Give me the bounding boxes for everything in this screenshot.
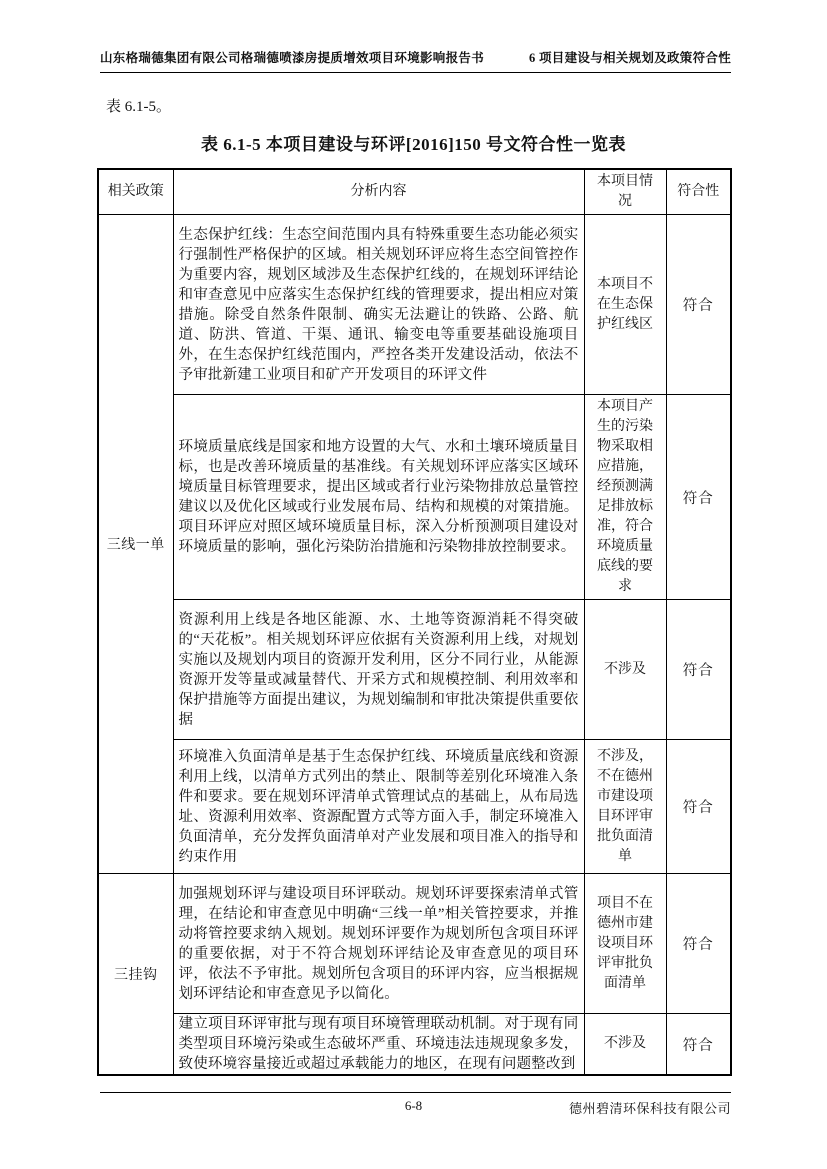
situation-cell: 项目不在德州市建设项目环评审批负面清单 (584, 874, 666, 1014)
situation-cell: 不涉及 (584, 600, 666, 740)
analysis-cell: 生态保护红线：生态空间范围内具有特殊重要生态功能必须实行强制性严格保护的区域。相关规划环评应将生态空间管控作为重要内容，规划区域涉及生态保护红线的，在规划环评结论和审查意见中应落实生态保护红线的管理要求，提出相应对策措施。除受自然条件限制、确实无法避让的铁路、公路、航道、防洪、管道、干渠、通讯、输变电等重要基础设施项目外，在生态保护红线范围内，严控各类开发建设活动，依法不予审批新建工业项目和矿产开发项目的环评文件 (173, 215, 584, 395)
running-header-left: 山东格瑞德集团有限公司格瑞德喷漆房提质增效项目环境影响报告书 (100, 51, 485, 65)
compliance-cell: 符合 (666, 215, 731, 395)
compliance-cell: 符合 (666, 395, 731, 600)
intro-text: 表 6.1-5。 (106, 99, 171, 115)
compliance-cell: 符合 (666, 600, 731, 740)
header-policy: 相关政策 (98, 169, 173, 215)
footer-divider (100, 1092, 731, 1093)
policy-group-cell: 三线一单 (98, 215, 173, 874)
header-compliance: 符合性 (666, 169, 731, 215)
compliance-cell: 符合 (666, 874, 731, 1014)
table-row (98, 740, 731, 874)
table-row (98, 874, 731, 1014)
footer-company: 德州碧清环保科技有限公司 (568, 1101, 731, 1116)
situation-cell: 不涉及，不在德州市建设项目环评审批负面清单 (584, 740, 666, 874)
situation-cell: 本项目不在生态保护红线区 (584, 215, 666, 395)
analysis-cell: 建立项目环评审批与现有项目环境管理联动机制。对于现有同类型项目环境污染或生态破坏严重、环境违法违规现象多发，致使环境容量接近或超过承载能力的地区，在现有问题整改到 (173, 1014, 584, 1076)
table-header-row (98, 169, 731, 215)
table-title: 表 6.1-5 本项目建设与环评[2016]150 号文符合性一览表 (201, 135, 626, 154)
running-header-right: 6 项目建设与相关规划及政策符合性 (529, 51, 731, 65)
running-header (100, 48, 731, 73)
compliance-cell: 符合 (666, 1014, 731, 1076)
table-row (98, 600, 731, 740)
compliance-cell: 符合 (666, 740, 731, 874)
table-row (98, 395, 731, 600)
situation-cell: 本项目产生的污染物采取相应措施，经预测满足排放标准，符合环境质量底线的要求 (584, 395, 666, 600)
header-situation: 本项目情况 (584, 169, 666, 215)
analysis-cell: 环境质量底线是国家和地方设置的大气、水和土壤环境质量目标，也是改善环境质量的基准线。有关规划环评应落实区域环境质量目标管理要求，提出区域或者行业污染物排放总量管控建议以及优化区域或行业发展布局、结构和规模的对策措施。项目环评应对照区域环境质量目标，深入分析预测项目建设对环境质量的影响，强化污染防治措施和污染物排放控制要求。 (173, 395, 584, 600)
page-number: 6-8 (404, 1098, 423, 1113)
compliance-table (97, 168, 732, 1076)
table-row (98, 215, 731, 395)
policy-group-cell: 三挂钩 (98, 874, 173, 1076)
analysis-cell: 加强规划环评与建设项目环评联动。规划环评要探索清单式管理，在结论和审查意见中明确“三线一单”相关管控要求，并推动将管控要求纳入规划。规划环评要作为规划所包含项目环评的重要依据，对于不符合规划环评结论及审查意见的项目环评，依法不予审批。规划所包含项目的环评内容，应当根据规划环评结论和审查意见予以简化。 (173, 874, 584, 1014)
table-row (98, 1014, 731, 1076)
header-analysis: 分析内容 (173, 169, 584, 215)
analysis-cell: 环境准入负面清单是基于生态保护红线、环境质量底线和资源利用上线，以清单方式列出的禁止、限制等差别化环境准入条件和要求。要在规划环评清单式管理试点的基础上，从布局选址、资源利用效率、资源配置方式等方面入手，制定环境准入负面清单，充分发挥负面清单对产业发展和项目准入的指导和约束作用 (173, 740, 584, 874)
analysis-cell: 资源利用上线是各地区能源、水、土地等资源消耗不得突破的“天花板”。相关规划环评应依据有关资源利用上线，对规划实施以及规划内项目的资源开发利用，区分不同行业，从能源资源开发等量或减量替代、开采方式和规模控制、利用效率和保护措施等方面提出建议，为规划编制和审批决策提供重要依据 (173, 600, 584, 740)
situation-cell: 不涉及 (584, 1014, 666, 1076)
